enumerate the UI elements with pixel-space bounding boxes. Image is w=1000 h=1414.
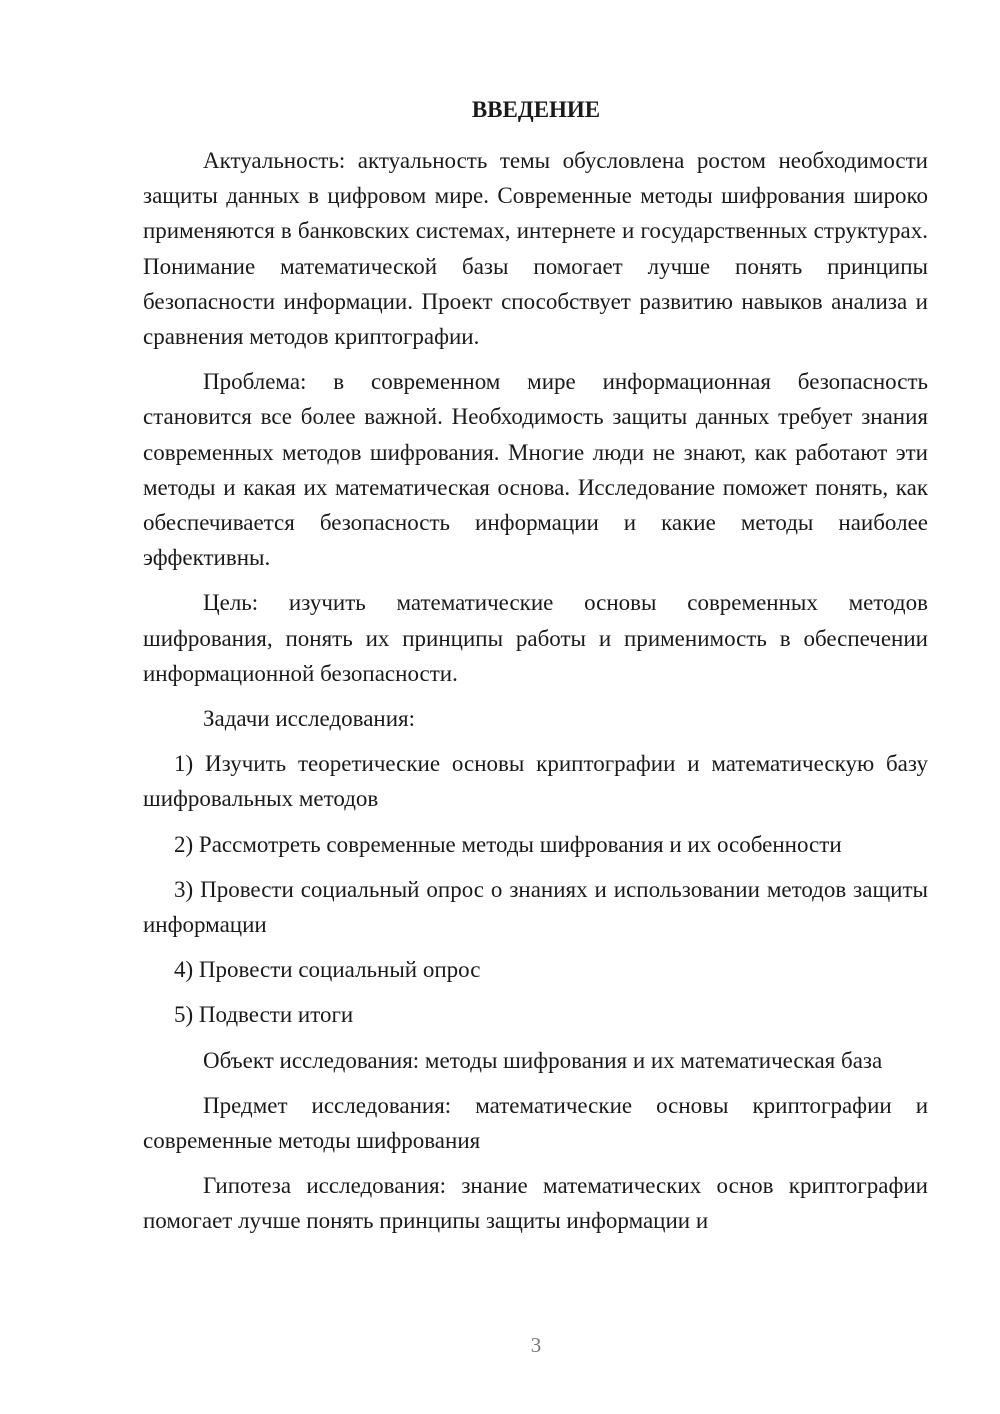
problem-paragraph: Проблема: в современном мире информационная безопасность становится все более важной. Необходимость защиты данных требует знания современных методов шифрования. Многие люди не знают, как работают эти методы и какая их математическая основа. Исследование поможет понять, как обеспечивается безопасность информации и какие методы наиболее эффективны. <box>143 369 928 571</box>
task-item: 3) Провести социальный опрос о знаниях и использовании методов защиты информации <box>143 876 928 938</box>
task-item: 1) Изучить теоретические основы криптографии и математическую базу шифровальных методов <box>143 751 928 812</box>
task-item: 4) Провести социальный опрос <box>174 957 481 983</box>
task-item: 5) Подвести итоги <box>174 1002 354 1028</box>
section-title: ВВЕДЕНИЕ <box>471 97 601 122</box>
goal-paragraph: Цель: изучить математические основы современных методов шифрования, понять их принципы работы и применимость в обеспечении информационной безопасности. <box>143 590 928 686</box>
relevance-paragraph: Актуальность: актуальность темы обусловлена ростом необходимости защиты данных в цифровом мире. Современные методы шифрования широко применяются в банковских системах, интернете и государственных структурах. Понимание математической базы помогает лучше понять принципы безопасности информации. Проект способствует развитию навыков анализа и сравнения методов криптографии. <box>143 148 928 350</box>
tasks-heading: Задачи исследования: <box>203 706 416 732</box>
document-body <box>143 143 928 1239</box>
hypothesis-paragraph: Гипотеза исследования: знание математических основ криптографии помогает лучше понять принципы защиты информации и <box>143 1173 928 1234</box>
subject-paragraph: Предмет исследования: математические основы криптографии и современные методы шифрования <box>143 1092 928 1154</box>
object-paragraph: Объект исследования: методы шифрования и их математическая база <box>203 1047 883 1073</box>
task-item: 2) Рассмотреть современные методы шифрования и их особенности <box>174 831 842 857</box>
page-number: 3 <box>530 1333 542 1357</box>
